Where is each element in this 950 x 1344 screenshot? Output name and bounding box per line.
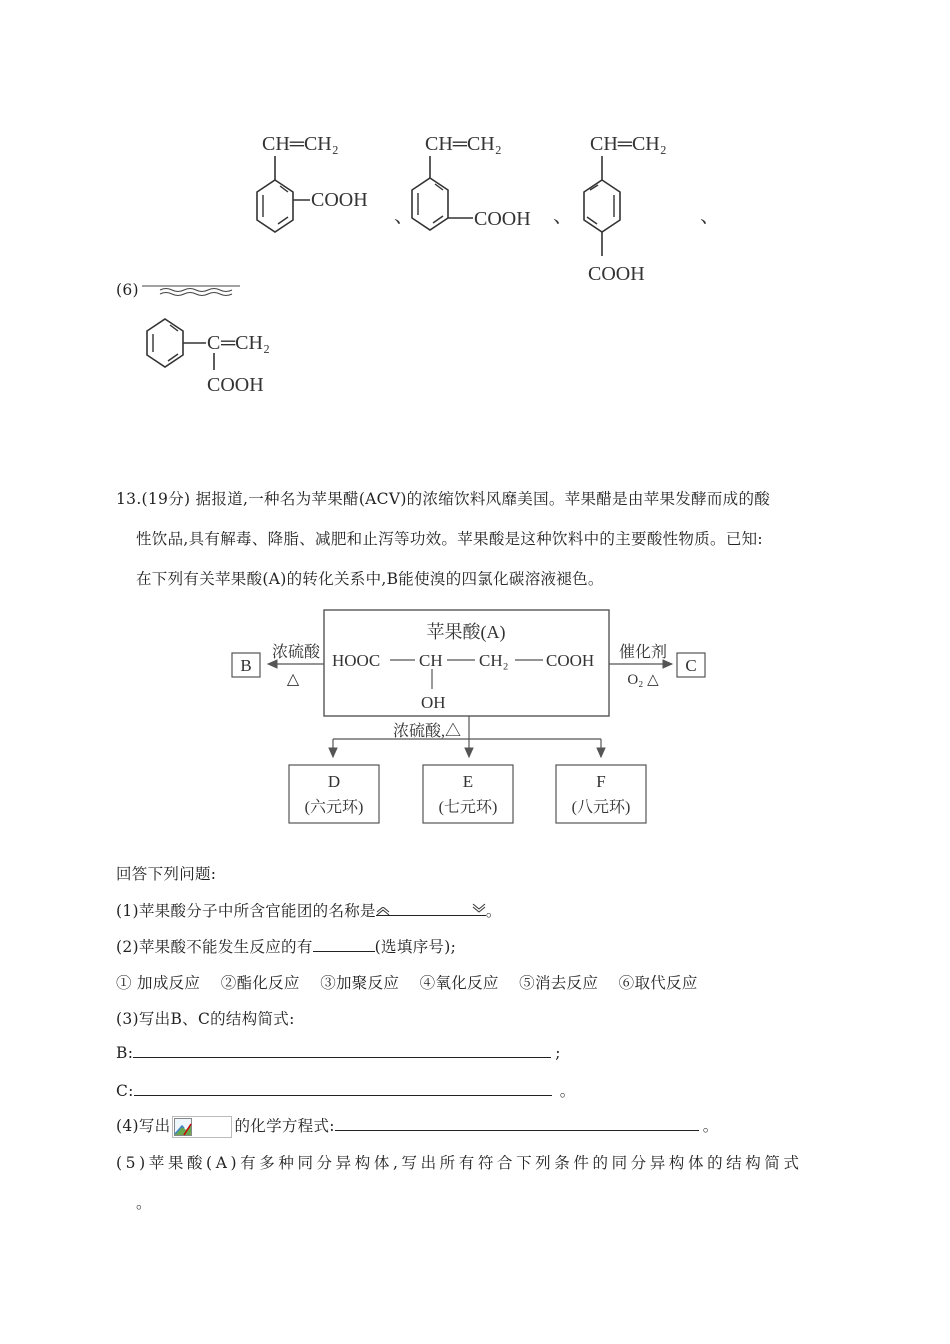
q2-answer-blank[interactable] <box>313 937 375 952</box>
q4-answer-blank[interactable] <box>335 1116 699 1131</box>
product-f-letter: F <box>596 772 606 791</box>
product-e-ring: (七元环) <box>438 799 498 816</box>
formula-hooc: HOOC <box>332 651 381 670</box>
vinyl-label-3: CH═CH₂ <box>590 133 667 155</box>
options-row <box>116 971 698 993</box>
product-f-ring: (八元环) <box>571 799 631 816</box>
questions-intro: 回答下列问题: <box>116 865 217 883</box>
reaction-diagram <box>225 605 715 835</box>
wavy-right-mark <box>472 903 486 913</box>
product-c: C <box>685 656 697 675</box>
part6-structure <box>140 310 310 410</box>
q13-line2: 性饮品,具有解毒、降脂、减肥和止泻等功效。苹果酸是这种饮料中的主要酸性物质。已知: <box>136 530 763 548</box>
q1-prefix: (1)苹果酸分子中所含官能团的名称是 <box>116 902 376 920</box>
part6-ch2: ═CH₂ <box>221 332 270 354</box>
q2-prefix: (2)苹果酸不能发生反应的有 <box>116 938 313 956</box>
q3-b-blank[interactable] <box>133 1043 551 1058</box>
structure-ortho <box>257 133 368 232</box>
option-5: ⑤消去反应 <box>519 974 599 992</box>
down-reagent: 浓硫酸,△ <box>392 723 462 740</box>
separator-1: 、 <box>394 205 414 227</box>
q4-prefix: (4)写出 <box>116 1117 171 1135</box>
right-reagent-top: 催化剂 <box>618 644 668 661</box>
cooh-label-3: COOH <box>588 263 645 285</box>
formula-oh: OH <box>421 693 446 712</box>
part6-label: (6) <box>116 281 139 299</box>
q3-c-end: 。 <box>559 1082 576 1100</box>
broken-image-icon <box>172 1116 232 1138</box>
cooh-label-2: COOH <box>474 208 531 230</box>
product-d-letter: D <box>327 772 341 791</box>
left-reagent-bottom: △ <box>286 671 300 688</box>
q13-line3: 在下列有关苹果酸(A)的转化关系中,B能使溴的四氯化碳溶液褪色。 <box>136 570 604 588</box>
product-e-letter: E <box>462 772 474 791</box>
question-2 <box>116 935 456 957</box>
question-4 <box>116 1114 719 1138</box>
q3-c-label: C: <box>116 1082 134 1100</box>
option-2: ②酯化反应 <box>220 974 300 992</box>
left-reagent-top: 浓硫酸 <box>271 644 321 661</box>
q1-answer-blank[interactable] <box>376 901 486 916</box>
right-reagent-bottom: O₂ △ <box>627 672 659 688</box>
question-5: (5)苹果酸(A)有多种同分异构体,写出所有符合下列条件的同分异构体的结构简式 <box>116 1154 803 1172</box>
malic-acid-title: 苹果酸(A) <box>426 622 506 642</box>
structure-meta <box>412 133 531 230</box>
question-3: (3)写出B、C的结构简式: <box>116 1010 295 1028</box>
q2-suffix: (选填序号); <box>374 938 457 956</box>
q4-end: 。 <box>702 1117 719 1135</box>
q3-b-label: B: <box>116 1044 134 1062</box>
structure-para <box>584 133 667 285</box>
option-4: ④氧化反应 <box>419 974 499 992</box>
q3-b-end: ; <box>555 1044 561 1062</box>
top-structures <box>230 120 730 295</box>
separator-2: 、 <box>553 205 573 227</box>
option-3: ③加聚反应 <box>320 974 400 992</box>
formula-ch: CH <box>419 651 443 670</box>
q5-end: 。 <box>136 1194 152 1212</box>
vinyl-label-2: CH═CH₂ <box>425 133 502 155</box>
option-1: ① 加成反应 <box>116 974 201 992</box>
formula-ch2: CH₂ <box>479 651 509 670</box>
wavy-mark <box>140 282 245 298</box>
cooh-label-1: COOH <box>311 189 368 211</box>
q3-c-line <box>116 1079 576 1101</box>
product-b: B <box>240 656 252 675</box>
product-d-ring: (六元环) <box>304 799 364 816</box>
q13-line1: 13.(19分) 据报道,一种名为苹果醋(ACV)的浓缩饮料风靡美国。苹果醋是由苹果发酵而成的酸 <box>116 490 771 508</box>
q3-b-line <box>116 1043 561 1062</box>
wavy-left-mark <box>376 907 390 917</box>
separator-3: 、 <box>700 205 720 227</box>
formula-cooh: COOH <box>546 651 595 670</box>
q1-suffix: 。 <box>485 902 502 920</box>
part6-cooh: COOH <box>207 374 264 396</box>
question-1 <box>116 899 502 921</box>
part6-c: C <box>207 332 221 354</box>
q4-mid: 的化学方程式: <box>234 1117 335 1135</box>
q3-c-blank[interactable] <box>134 1081 552 1096</box>
option-6: ⑥取代反应 <box>618 974 698 992</box>
vinyl-label-1: CH═CH₂ <box>262 133 339 155</box>
